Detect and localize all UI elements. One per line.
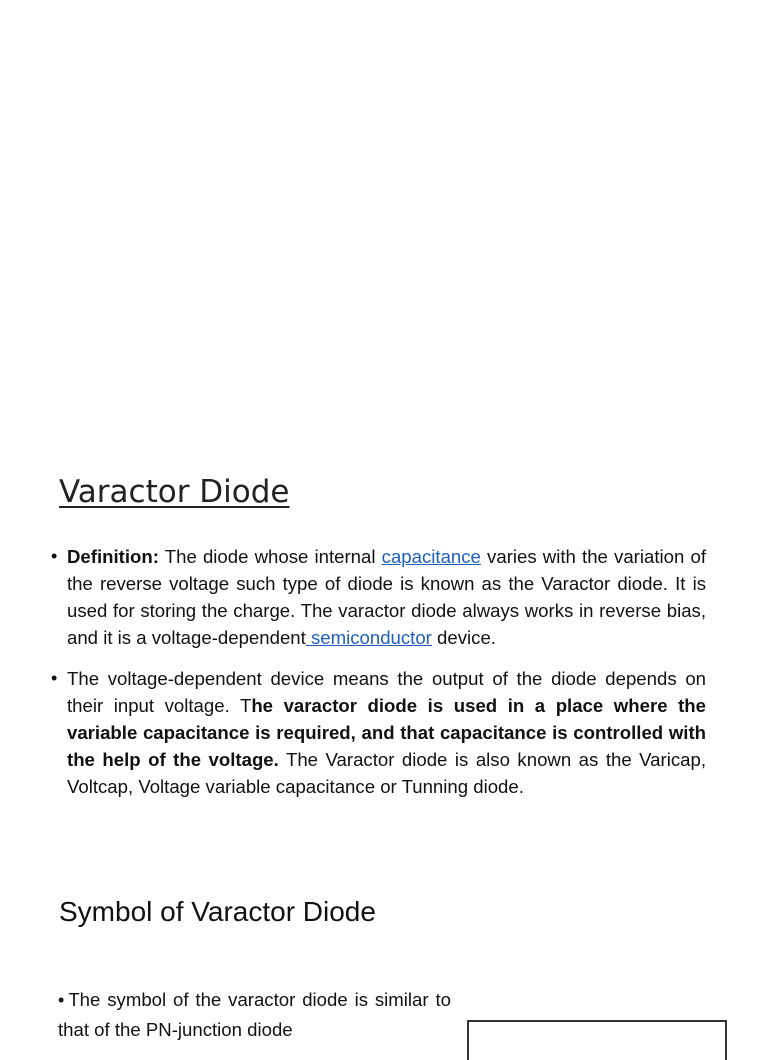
section-heading-symbol: Symbol of Varactor Diode xyxy=(59,896,376,927)
voltage-text-start: The voltage-dependent device means the output of the diode depends on their input voltage. T xyxy=(67,668,706,716)
definition-text: The diode whose internal xyxy=(158,546,382,567)
capacitance-link[interactable]: capacitance xyxy=(381,546,481,567)
voltage-text-bold: he varactor diode is used in a place where the variable capacitance is required, and that capacitance is controlled with the help of the voltage. xyxy=(67,695,706,770)
list-item-definition xyxy=(50,543,706,651)
symbol-text: The symbol of the varactor diode is similar to that of the PN-junction diode xyxy=(58,989,451,1040)
bullet-list xyxy=(50,543,706,800)
bullet-dot: • xyxy=(51,546,58,566)
bullet-dot: • xyxy=(58,990,65,1010)
voltage-text-end: The Varactor diode is also known as the Varicap, Voltcap, Voltage variable capacitance or Tunning diode. xyxy=(67,749,706,797)
symbol-image-frame xyxy=(467,1020,727,1060)
definition-text-end: device. xyxy=(431,627,496,648)
page-title: Varactor Diode xyxy=(59,474,290,510)
symbol-paragraph xyxy=(58,985,451,1045)
definition-text-continued: varies with the variation of the reverse voltage such type of diode is known as the Varactor diode. It is used for storing the charge. The varactor diode always works in reverse bias, and it is a voltage-dependent xyxy=(67,546,706,648)
semiconductor-link[interactable]: semiconductor xyxy=(305,627,432,648)
bullet-dot: • xyxy=(51,668,58,688)
definition-label: Definition: xyxy=(67,546,159,567)
list-item-voltage-dependent xyxy=(50,665,706,800)
